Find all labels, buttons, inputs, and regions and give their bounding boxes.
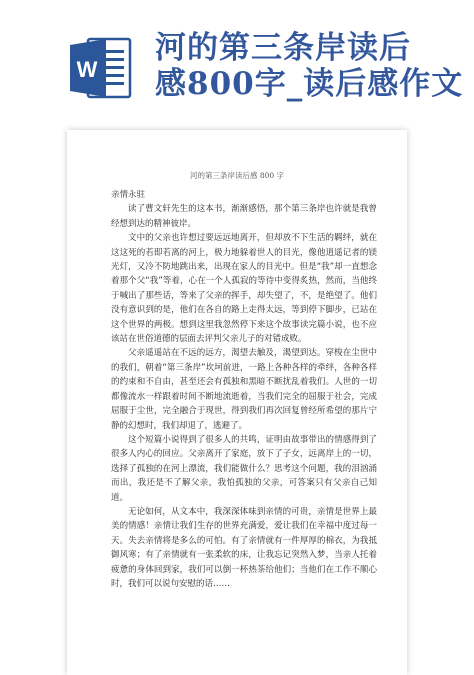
document-body — [111, 188, 377, 591]
document-banner — [0, 0, 474, 125]
document-title-line-1: 河的第三条岸读后 — [155, 30, 411, 66]
word-icon-letter: W — [76, 57, 98, 82]
document-title-line-2: 感800字_读后感作文 — [155, 66, 464, 102]
word-document-icon — [70, 35, 132, 101]
paragraph: 文中的父亲也许想过要远远地离开，但却放不下生活的羁绊，就在这这死的若即若离的河上，极力地躲着世人的目光，像他逍遥记者的镁光灯，又冷不防地跳出来，出现在家人的目光中。但是“我”却一直想念着那个父“我”等着，心在一个人孤寂的等待中变得炙热，然而，当他终于喊出了那些话，等来了父亲的挥手，却失望了，不，是绝望了。他们没有意识到的是，他们在各自的路上走得太远，等到停下脚步，已站在这个世界的两极。想到这里我忽然停下来这个故事读完篇小说，也不应该站在世俗道德的层面去评判父亲儿子的对错成败。 — [111, 233, 377, 345]
paragraph: 读了曹文轩先生的这本书，渐渐感悟，那个第三条岸也许就是我曾经想到达的精神彼岸。 — [111, 204, 377, 229]
paragraph: 这个短篇小说得到了很多人的共鸣，证明由故事带出的情感得到了很多人内心的回应。父亲离开了家庭，放下了子女，远离岸上的一切，选择了孤独的在河上漂流，我们能做什么？思考这个问题，我的泪汹涌而出，我还是不了解父亲，我怕孤独的父亲，可答案只有父亲自己知道。 — [111, 434, 377, 503]
page-header: 河的第三条岸读后感 800 字 — [189, 171, 285, 180]
paragraph: 无论如何，从文本中，我深深体味到亲情的可贵，亲情是世界上最美的情感！亲情让我们生存的世界充满爱，爱让我们在幸福中度过每一天。失去亲情将是多么的可怕。有了亲情就有一件厚厚的棉衣，为我抵御风寒；有了亲情就有一张柔软的床，让我忘记突然入梦，当亲人托着疲惫的身体回到家，我们可以倒一杯热茶给他们；当他们在工作不顺心时，我们可以说句安慰的话…… — [111, 506, 377, 589]
paragraph-heading: 亲情永驻 — [111, 190, 146, 200]
paragraph: 父亲遥遥站在不远的远方，渴望去触及，渴望到达。穿梭在尘世中的我们，朝着“第三条岸”坎坷前进，一路上各种各样的牵绊，各种各样的约束和不自由，甚至还会有孤独和黑暗不断扰乱着我们。人世的一切都像流水一样跟着时间不断地流逝着，当我们完全的屈服于社会，完成屈服于尘世，完全融合于现世，得到我们再次回复曾经所希望的那片宁静的幻想时，我们却退了，逃避了。 — [111, 348, 377, 431]
document-page — [67, 130, 407, 675]
document-title — [155, 30, 465, 102]
